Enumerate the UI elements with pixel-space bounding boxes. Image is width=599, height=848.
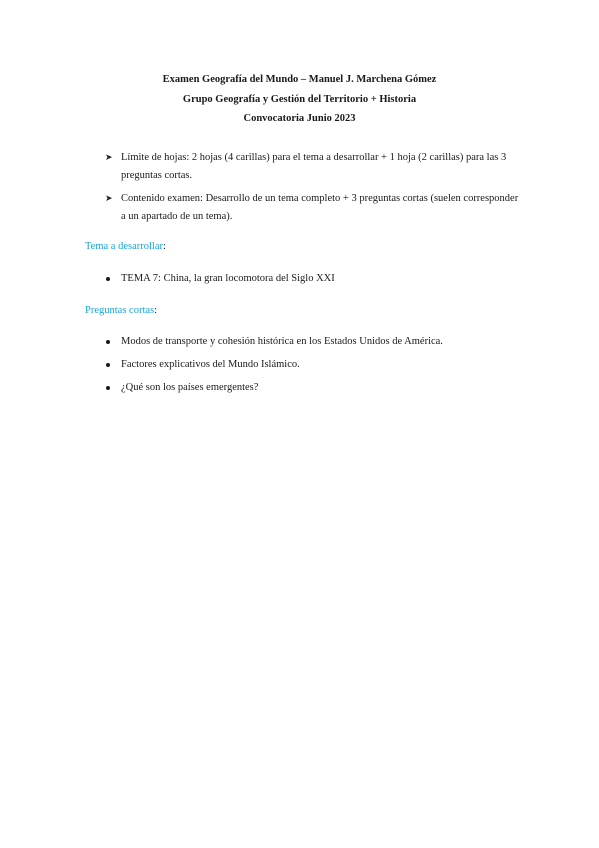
instruction-text: Límite de hojas: 2 hojas (4 carillas) para el tema a desarrollar + 1 hoja (2 carillas) para las 3 preguntas cortas. xyxy=(121,152,507,181)
instructions-list xyxy=(100,149,520,231)
instruction-item xyxy=(100,149,520,184)
tema-heading xyxy=(85,240,166,254)
round-bullet-icon xyxy=(106,277,110,281)
preguntas-heading-colon: : xyxy=(154,305,158,316)
exam-session: Convocatoria Junio 2023 xyxy=(243,113,356,124)
list-item xyxy=(100,272,520,286)
exam-group: Grupo Geografía y Gestión del Territorio + Historia xyxy=(182,93,417,105)
instruction-text: Contenido examen: Desarrollo de un tema completo + 3 preguntas cortas (suelen corresponder a un apartado de un tema). xyxy=(121,193,519,222)
list-item xyxy=(100,335,520,349)
pregunta-item-text: Factores explicativos del Mundo Islámico. xyxy=(121,359,300,370)
exam-header xyxy=(0,70,599,129)
preguntas-heading xyxy=(85,304,157,318)
exam-title: Examen Geografía del Mundo – Manuel J. Marchena Gómez xyxy=(162,74,437,85)
preguntas-heading-label: Preguntas cortas xyxy=(85,305,155,316)
preguntas-list xyxy=(100,335,520,404)
list-item xyxy=(100,381,520,395)
pregunta-item-text: ¿Qué son los países emergentes? xyxy=(121,382,259,393)
tema-list xyxy=(100,272,520,295)
pregunta-item-text: Modos de transporte y cohesión histórica en los Estados Unidos de América. xyxy=(121,336,443,347)
tema-heading-label: Tema a desarrollar xyxy=(85,241,163,252)
round-bullet-icon xyxy=(106,363,110,367)
tema-heading-colon: : xyxy=(162,241,166,252)
tema-item-text: TEMA 7: China, la gran locomotora del Siglo XXI xyxy=(121,273,335,284)
round-bullet-icon xyxy=(106,340,110,344)
instruction-item xyxy=(100,190,520,225)
arrowhead-bullet-icon: ➤ xyxy=(105,193,113,203)
list-item xyxy=(100,358,520,372)
round-bullet-icon xyxy=(106,386,110,390)
arrowhead-bullet-icon: ➤ xyxy=(105,152,113,162)
